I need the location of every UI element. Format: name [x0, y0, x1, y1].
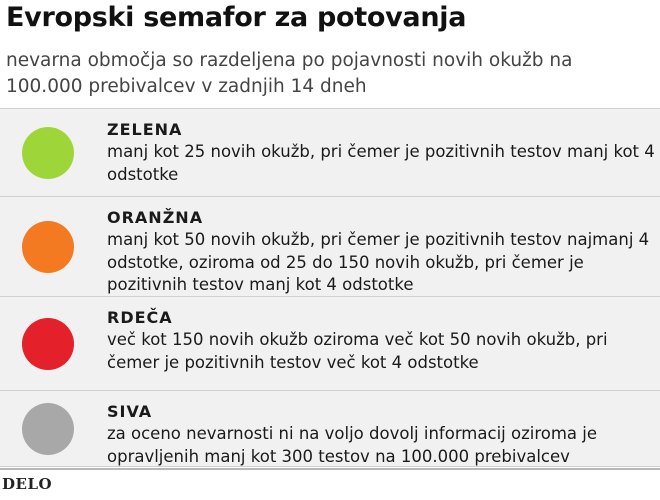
legend-label: RDEČA — [107, 308, 173, 327]
delo-logo: DELO — [2, 475, 53, 493]
page-title: Evropski semafor za potovanja — [6, 2, 467, 33]
legend-label: ORANŽNA — [107, 208, 204, 227]
legend-row-orange — [0, 197, 660, 297]
legend-label: SIVA — [107, 402, 153, 421]
subtitle: nevarna območja so razdeljena po pojavnosti novih okužb na 100.000 prebivalcev v zadnjih 14 dneh — [6, 50, 573, 97]
legend-label: ZELENA — [107, 120, 183, 139]
legend-row-green — [0, 109, 660, 197]
legend-description: manj kot 50 novih okužb, pri čemer je pozitivnih testov najmanj 4 odstotke, oziroma od 25 do 150 novih okužb, pri čemer je pozitivnih testov manj kot 4 odstotke — [107, 230, 650, 294]
legend-list — [0, 108, 660, 467]
footer — [0, 468, 660, 500]
legend-row-gray — [0, 391, 660, 467]
legend-row-red — [0, 297, 660, 391]
red-circle-icon — [22, 318, 74, 370]
legend-description: za oceno nevarnosti ni na voljo dovolj informacij oziroma je opravljenih manj kot 300 testov na 100.000 prebivalcev — [107, 424, 597, 466]
green-circle-icon — [22, 127, 74, 179]
gray-circle-icon — [22, 403, 74, 455]
legend-description: manj kot 25 novih okužb, pri čemer je pozitivnih testov manj kot 4 odstotke — [107, 142, 655, 184]
legend-description: več kot 150 novih okužb oziroma več kot 50 novih okužb, pri čemer je pozitivnih testov več kot 4 odstotke — [107, 330, 608, 372]
orange-circle-icon — [22, 221, 74, 273]
